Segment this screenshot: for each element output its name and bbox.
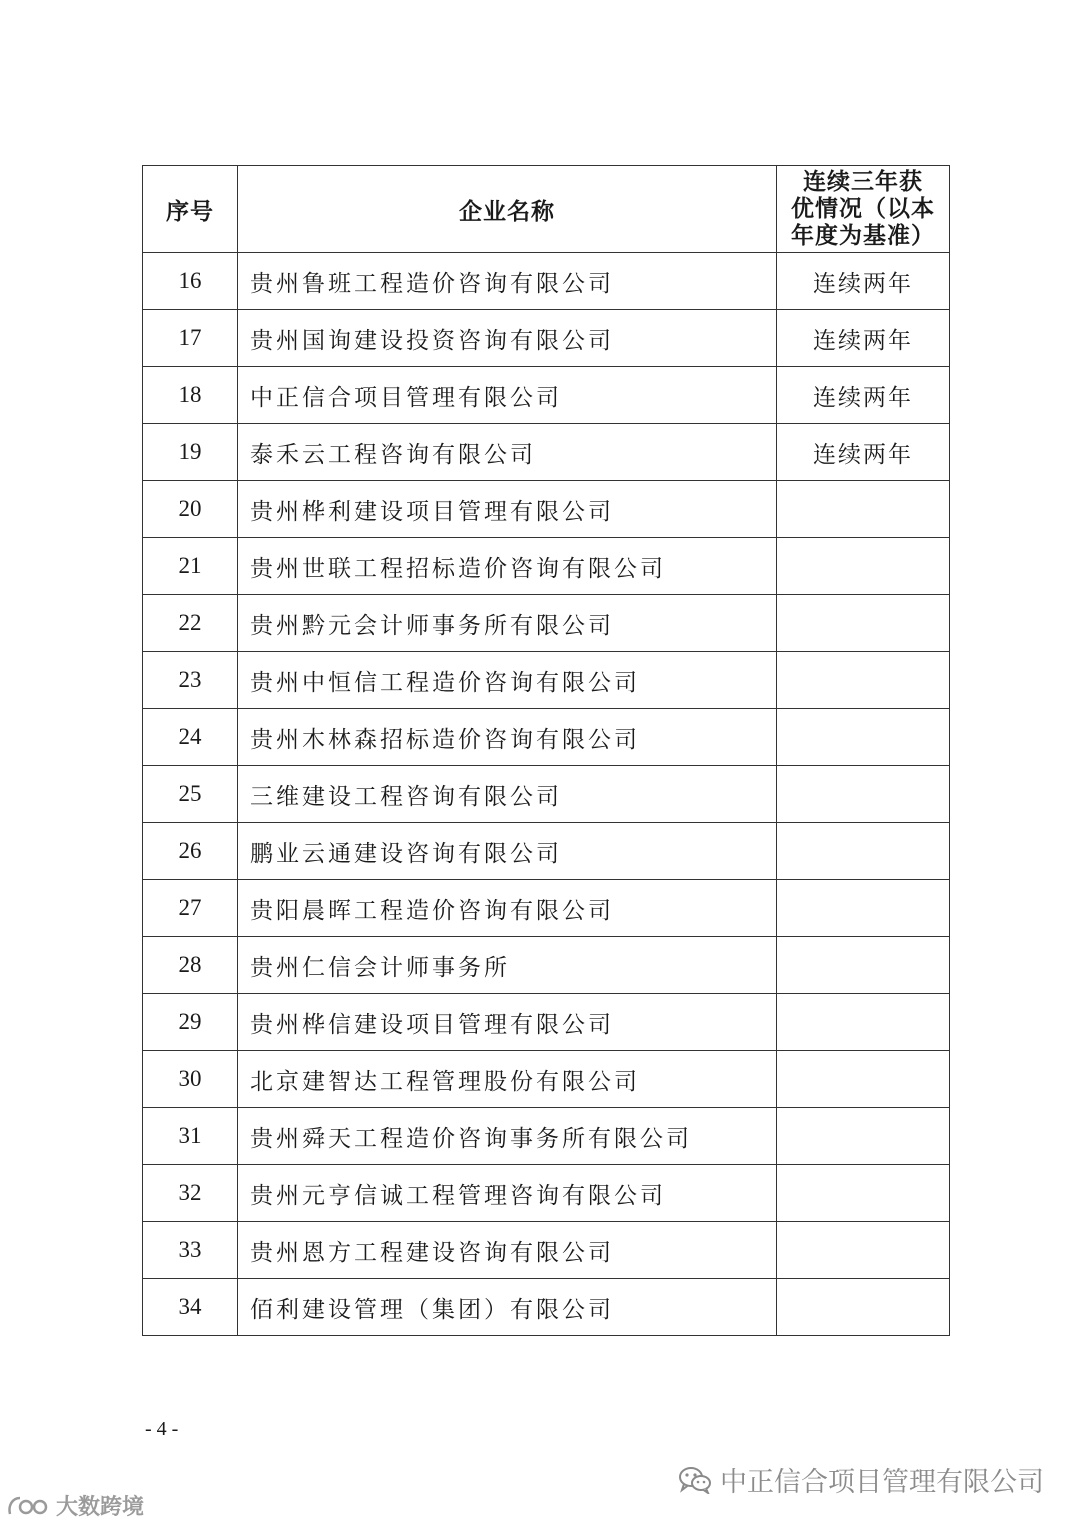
row-enterprise-name: 佰利建设管理（集团）有限公司 xyxy=(238,1279,777,1336)
table-row xyxy=(143,310,950,367)
table-body xyxy=(143,253,950,1336)
watermark-brand xyxy=(6,1490,144,1521)
row-serial-number: 24 xyxy=(143,709,238,766)
header-award-status-line1: 连续三年获 xyxy=(803,168,923,195)
row-serial-number: 34 xyxy=(143,1279,238,1336)
table-row xyxy=(143,1165,950,1222)
row-award-status xyxy=(777,1165,950,1222)
row-enterprise-name: 贵州国询建设投资咨询有限公司 xyxy=(238,310,777,367)
row-enterprise-name: 贵州恩方工程建设咨询有限公司 xyxy=(238,1222,777,1279)
table-row xyxy=(143,1051,950,1108)
row-enterprise-name: 贵州木林森招标造价咨询有限公司 xyxy=(238,709,777,766)
row-enterprise-name: 中正信合项目管理有限公司 xyxy=(238,367,777,424)
row-serial-number: 27 xyxy=(143,880,238,937)
enterprise-table xyxy=(142,165,950,1336)
row-award-status xyxy=(777,880,950,937)
row-serial-number: 33 xyxy=(143,1222,238,1279)
table-row xyxy=(143,481,950,538)
table-row xyxy=(143,367,950,424)
row-enterprise-name: 贵州鲁班工程造价咨询有限公司 xyxy=(238,253,777,310)
row-award-status xyxy=(777,652,950,709)
row-enterprise-name: 泰禾云工程咨询有限公司 xyxy=(238,424,777,481)
table-header xyxy=(143,166,950,253)
row-award-status xyxy=(777,595,950,652)
row-award-status xyxy=(777,937,950,994)
row-serial-number: 30 xyxy=(143,1051,238,1108)
row-serial-number: 22 xyxy=(143,595,238,652)
dashu-logo-icon xyxy=(6,1494,52,1518)
wechat-icon xyxy=(678,1466,712,1494)
table-row xyxy=(143,652,950,709)
row-serial-number: 28 xyxy=(143,937,238,994)
row-enterprise-name: 贵州中恒信工程造价咨询有限公司 xyxy=(238,652,777,709)
row-enterprise-name: 贵州黔元会计师事务所有限公司 xyxy=(238,595,777,652)
row-award-status: 连续两年 xyxy=(777,310,950,367)
row-award-status xyxy=(777,709,950,766)
row-serial-number: 21 xyxy=(143,538,238,595)
row-serial-number: 31 xyxy=(143,1108,238,1165)
row-award-status: 连续两年 xyxy=(777,253,950,310)
table-row xyxy=(143,709,950,766)
row-award-status xyxy=(777,1051,950,1108)
table-row xyxy=(143,253,950,310)
header-row xyxy=(143,166,950,253)
watermark-brand-text: 大数跨境 xyxy=(56,1495,145,1520)
row-serial-number: 26 xyxy=(143,823,238,880)
row-award-status: 连续两年 xyxy=(777,367,950,424)
table-row xyxy=(143,1108,950,1165)
row-award-status xyxy=(777,538,950,595)
header-award-status-line2: 优情况（以本 xyxy=(791,195,935,222)
table-row xyxy=(143,1222,950,1279)
header-enterprise-name: 企业名称 xyxy=(238,166,777,253)
table-row xyxy=(143,424,950,481)
row-enterprise-name: 鹏业云通建设咨询有限公司 xyxy=(238,823,777,880)
row-serial-number: 17 xyxy=(143,310,238,367)
row-award-status xyxy=(777,1222,950,1279)
table-row xyxy=(143,880,950,937)
row-award-status xyxy=(777,481,950,538)
header-award-status-line3: 年度为基准） xyxy=(791,222,935,249)
row-enterprise-name: 贵州元亨信诚工程管理咨询有限公司 xyxy=(238,1165,777,1222)
table-row xyxy=(143,766,950,823)
watermark-account xyxy=(678,1460,1044,1499)
row-enterprise-name: 贵州桦利建设项目管理有限公司 xyxy=(238,481,777,538)
table-row xyxy=(143,994,950,1051)
row-award-status xyxy=(777,823,950,880)
table-row xyxy=(143,538,950,595)
table-row xyxy=(143,937,950,994)
row-serial-number: 20 xyxy=(143,481,238,538)
row-serial-number: 19 xyxy=(143,424,238,481)
table-row xyxy=(143,823,950,880)
row-enterprise-name: 三维建设工程咨询有限公司 xyxy=(238,766,777,823)
row-serial-number: 23 xyxy=(143,652,238,709)
row-serial-number: 16 xyxy=(143,253,238,310)
row-serial-number: 29 xyxy=(143,994,238,1051)
row-award-status: 连续两年 xyxy=(777,424,950,481)
row-award-status xyxy=(777,1108,950,1165)
row-award-status xyxy=(777,994,950,1051)
row-enterprise-name: 贵州桦信建设项目管理有限公司 xyxy=(238,994,777,1051)
table-row xyxy=(143,1279,950,1336)
row-enterprise-name: 贵阳晨晖工程造价咨询有限公司 xyxy=(238,880,777,937)
row-enterprise-name: 贵州世联工程招标造价咨询有限公司 xyxy=(238,538,777,595)
row-award-status xyxy=(777,766,950,823)
row-serial-number: 18 xyxy=(143,367,238,424)
row-enterprise-name: 贵州舜天工程造价咨询事务所有限公司 xyxy=(238,1108,777,1165)
row-serial-number: 25 xyxy=(143,766,238,823)
row-enterprise-name: 北京建智达工程管理股份有限公司 xyxy=(238,1051,777,1108)
header-serial-number: 序号 xyxy=(143,166,238,253)
page-number: - 4 - xyxy=(145,1418,179,1440)
table-row xyxy=(143,595,950,652)
watermark-account-text: 中正信合项目管理有限公司 xyxy=(720,1467,1044,1498)
header-award-status xyxy=(777,166,950,253)
row-enterprise-name: 贵州仁信会计师事务所 xyxy=(238,937,777,994)
row-serial-number: 32 xyxy=(143,1165,238,1222)
row-award-status xyxy=(777,1279,950,1336)
